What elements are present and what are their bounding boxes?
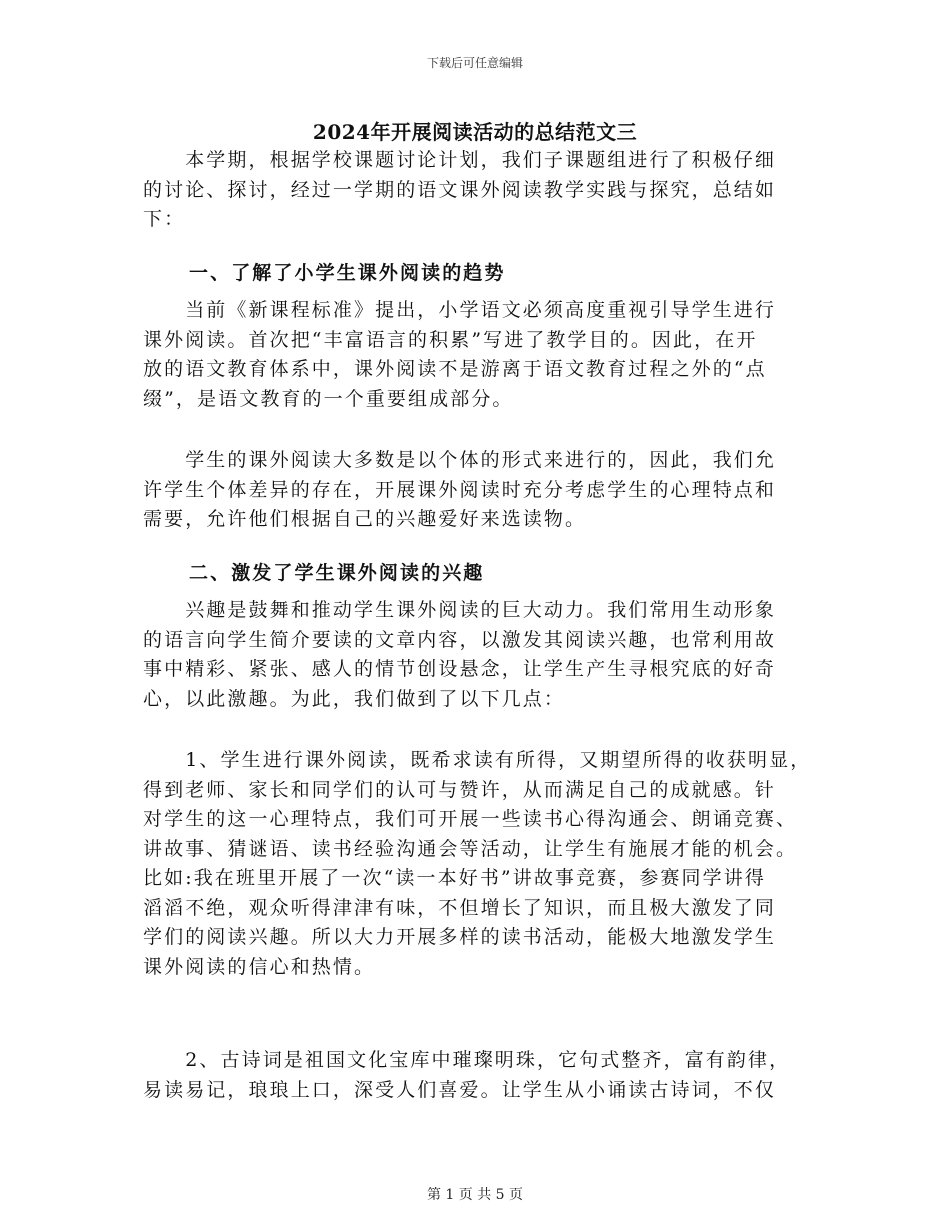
text-line: 心，以此激趣。为此，我们做到了以下几点： [143, 687, 566, 710]
text-line: 课外阅读。首次把“丰富语言的积累”写进了教学目的。因此，在开 [143, 328, 758, 351]
text-line: 易读易记，琅琅上口，深受人们喜爱。让学生从小诵读古诗词，不仅 [143, 1078, 777, 1101]
section-heading-2: 二、激发了学生课外阅读的兴趣 [189, 562, 485, 584]
text-line: 许学生个体差异的存在，开展课外阅读时充分考虑学生的心理特点和 [143, 478, 777, 501]
text-line: 对学生的这一心理特点，我们可开展一些读书心得沟通会、朗诵竞赛、 [143, 808, 798, 830]
text-line: 需要，允许他们根据自己的兴趣爱好来选读物。 [143, 508, 587, 530]
text-line: 兴趣是鼓舞和推动学生课外阅读的巨大动力。我们常用生动形象 [143, 599, 777, 621]
paragraph-section1-a [143, 296, 823, 414]
text-line: 当前《新课程标准》提出，小学语文必须高度重视引导学生进行 [143, 299, 777, 321]
paragraph-point-2 [143, 1046, 823, 1105]
paragraph-section2-a [143, 596, 823, 714]
text-line: 下： [143, 208, 186, 230]
text-line: 滔滔不绝，观众听得津津有味，不但增长了知识，而且极大激发了同 [143, 896, 777, 919]
text-line: 的讨论、探讨，经过一学期的语文课外阅读教学实践与探究，总结如 [143, 178, 777, 201]
document-title: 2024年开展阅读活动的总结范文三 [312, 120, 638, 144]
text-line: 讲故事、猜谜语、读书经验沟通会等活动，让学生有施展才能的机会。 [143, 837, 798, 860]
text-line: 本学期，根据学校课题讨论计划，我们子课题组进行了积极仔细 [143, 149, 777, 171]
text-line: 缀”，是语文教育的一个重要组成部分。 [143, 387, 514, 410]
text-line: 事中精彩、紧张、感人的情节创设悬念，让学生产生寻根究底的好奇 [143, 658, 777, 680]
text-line: 学们的阅读兴趣。所以大力开展多样的读书活动，能极大地激发学生 [143, 926, 777, 948]
paragraph-section1-b [143, 446, 823, 535]
page-number: 第 1 页 共 5 页 [426, 1187, 524, 1203]
text-line: 比如:我在班里开展了一次“读一本好书”讲故事竞赛，参赛同学讲得 [143, 867, 766, 889]
text-line: 2、古诗词是祖国文化宝库中璀璨明珠，它句式整齐，富有韵律， [143, 1049, 791, 1071]
paragraph-point-1 [143, 746, 823, 982]
section-heading-1: 一、了解了小学生课外阅读的趋势 [189, 262, 506, 284]
text-line: 的语言向学生简介要读的文章内容，以激发其阅读兴趣，也常利用故 [143, 628, 777, 651]
text-line: 课外阅读的信心和热情。 [143, 955, 376, 978]
text-line: 学生的课外阅读大多数是以个体的形式来进行的，因此，我们允 [143, 449, 777, 471]
paragraph-intro [143, 146, 823, 235]
text-line: 放的语文教育体系中，课外阅读不是游离于语文教育过程之外的“点 [143, 358, 767, 380]
text-line: 1、学生进行课外阅读，既希求读有所得，又期望所得的收获明显， [143, 749, 812, 771]
text-line: 得到老师、家长和同学们的认可与赞许，从而满足自己的成就感。针 [143, 778, 777, 801]
header-note: 下载后可任意编辑 [426, 56, 523, 70]
